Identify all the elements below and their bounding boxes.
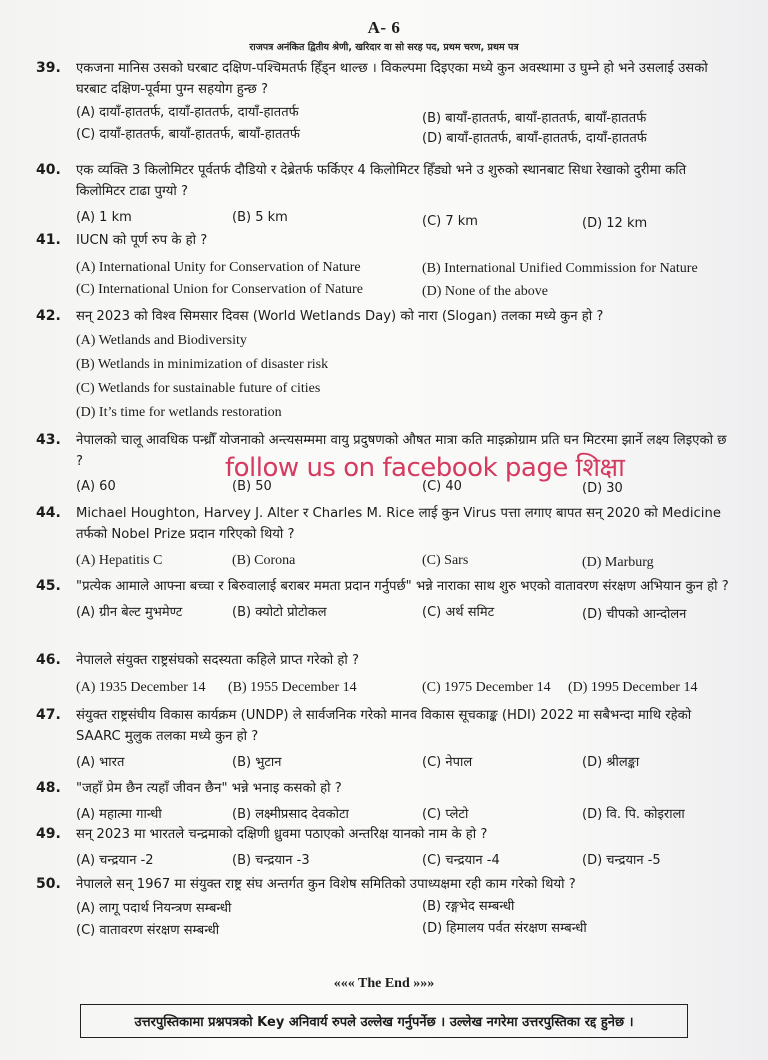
question-number: 43. — [36, 432, 61, 448]
options-row — [76, 550, 736, 572]
option-b: (B) रङ्गभेद सम्बन्धी — [422, 899, 515, 914]
question-text: संयुक्त राष्ट्रसंघीय विकास कार्यक्रम (UNDP) ले सार्वजनिक गरेको मानव विकास सूचकाङ्क (HDI) 2022 मा सबैभन्दा माथि रहेको SAARC मुलुक तलका मध्ये कुन हो ? — [76, 708, 692, 744]
option-a: (A) चन्द्रयान -2 — [76, 853, 154, 868]
question-number: 41. — [36, 232, 61, 248]
option-a: (A) भारत — [76, 755, 125, 770]
option-d: (D) It’s time for wetlands restoration — [76, 405, 282, 420]
question-text: Michael Houghton, Harvey J. Alter र Charles M. Rice लाई कुन Virus पत्ता लगाए बापत सन् 2020 को Medicine तर्फको Nobel Prize प्रदान गरिएको थियो ? — [76, 506, 721, 542]
option-b: (B) क्योटो प्रोटोकल — [232, 605, 327, 620]
options-row — [76, 602, 736, 624]
question-50 — [36, 874, 736, 942]
question-text: "जहाँ प्रेम छैन त्यहाँ जीवन छैन" भन्ने भनाइ कसको हो ? — [76, 781, 342, 796]
option-c: (C) International Union for Conservation of Nature — [76, 282, 363, 297]
question-number: 42. — [36, 308, 61, 324]
options-row — [76, 207, 736, 229]
option-d: (D) 12 km — [582, 216, 648, 231]
option-d: (D) Marburg — [582, 555, 654, 570]
options-row — [76, 804, 736, 826]
question-text: सन् 2023 को विश्व सिमसार दिवस (World Wetlands Day) को नारा (Slogan) तलका मध्ये कुन हो ? — [76, 309, 604, 324]
question-number: 46. — [36, 652, 61, 668]
option-b: (B) 50 — [232, 479, 272, 494]
option-d: (D) 30 — [582, 481, 623, 496]
question-number: 44. — [36, 505, 61, 521]
question-42 — [36, 306, 736, 425]
options-row-1 — [76, 102, 736, 124]
question-41 — [36, 230, 736, 301]
option-c: (C) Wetlands for sustainable future of cities — [76, 381, 321, 396]
options-row-2 — [76, 920, 736, 942]
question-47 — [36, 705, 736, 774]
question-number: 47. — [36, 707, 61, 723]
option-d: (D) हिमालय पर्वत संरक्षण सम्बन्धी — [422, 921, 587, 936]
option-d: (D) बायाँ-हाततर्फ, बायाँ-हाततर्फ, दायाँ-हाततर्फ — [422, 131, 647, 146]
option-c: (C) वातावरण संरक्षण सम्बन्धी — [76, 923, 220, 938]
option-d: (D) 1995 December 14 — [568, 680, 698, 695]
option-b: (B) International Unified Commission for Nature — [422, 261, 698, 276]
options-row-1 — [76, 257, 736, 279]
question-text: एकजना मानिस उसको घरबाट दक्षिण-पश्चिमतर्फ हिँड्न थाल्छ । विकल्पमा दिइएका मध्ये कुन अवस्थामा उ घुम्ने हो भने उसलाई उसको घरबाट दक्षिण-पूर्वमा पुग्न सहयोग हुन्छ ? — [76, 61, 708, 97]
option-d: (D) वि. पि. कोइराला — [582, 807, 685, 822]
option-c: (C) नेपाल — [422, 755, 473, 770]
option-c: (C) 1975 December 14 — [422, 680, 551, 695]
the-end-marker: ««« The End »»» — [333, 976, 435, 991]
option-b: (B) लक्ष्मीप्रसाद देवकोटा — [232, 807, 349, 822]
exam-subheading: राजपत्र अनंकित द्वितीय श्रेणी, खरिदार वा सो सरह पद, प्रथम चरण, प्रथम पत्र — [249, 42, 519, 53]
question-48 — [36, 778, 736, 826]
question-text: "प्रत्येक आमाले आफ्ना बच्चा र बिरुवालाई बराबर ममता प्रदान गर्नुपर्छ" भन्ने नाराका साथ शुरु भएको वातावरण संरक्षण अभियान कुन हो ? — [76, 579, 729, 594]
question-40 — [36, 160, 736, 229]
question-text: नेपालले सन् 1967 मा संयुक्त राष्ट्र संघ अन्तर्गत कुन विशेष समितिको उपाध्यक्षमा रही काम गरेको थियो ? — [76, 877, 576, 892]
option-b: (B) Corona — [232, 553, 296, 568]
question-number: 45. — [36, 578, 61, 594]
answer-key-note — [80, 1004, 688, 1038]
options-row — [76, 850, 736, 872]
question-text: IUCN को पूर्ण रुप के हो ? — [76, 233, 208, 248]
question-text: सन् 2023 मा भारतले चन्द्रमाको दक्षिणी ध्रुवमा पठाएको अन्तरिक्ष यानको नाम के हो ? — [76, 827, 488, 842]
option-a: (A) 1935 December 14 — [76, 680, 206, 695]
option-b: (B) बायाँ-हाततर्फ, बायाँ-हाततर्फ, बायाँ-हाततर्फ — [422, 111, 647, 126]
options-row-1 — [76, 898, 736, 920]
question-44 — [36, 503, 736, 572]
question-49 — [36, 824, 736, 872]
option-d: (D) श्रीलङ्का — [582, 755, 640, 770]
option-a: (A) Wetlands and Biodiversity — [76, 333, 247, 348]
question-text: नेपालले संयुक्त राष्ट्रसंघको सदस्यता कहिले प्राप्त गरेको हो ? — [76, 653, 359, 668]
option-a: (A) 60 — [76, 479, 116, 494]
option-d: (D) चीपको आन्दोलन — [582, 607, 687, 622]
options-row-2 — [76, 124, 736, 146]
option-b: (B) 1955 December 14 — [228, 680, 357, 695]
option-b: (B) चन्द्रयान -3 — [232, 853, 310, 868]
option-a: (A) Hepatitis C — [76, 553, 163, 568]
question-text: एक व्यक्ति 3 किलोमिटर पूर्वतर्फ दौडियो र देब्रेतर्फ फर्किएर 4 किलोमिटर हिँड्यो भने उ शुरुको स्थानबाट सिधा रेखाको दुरीमा कति किलोमिटर टाढा पुग्यो ? — [76, 163, 687, 199]
options-row-2 — [76, 279, 736, 301]
page-number: A- 6 — [367, 18, 401, 37]
question-text: नेपालको चालू आवधिक पन्ध्रौँ योजनाको अन्त्यसम्ममा वायु प्रदुषणको औषत मात्रा कति माइक्रोग्राम प्रति घन मिटरमा झार्ने लक्ष्य लिइएको छ ? — [76, 433, 727, 469]
options-list — [76, 329, 736, 425]
question-39 — [36, 58, 736, 146]
question-number: 40. — [36, 162, 61, 178]
option-a: (A) लागू पदार्थ नियन्त्रण सम्बन्धी — [76, 901, 232, 916]
option-c: (C) 7 km — [422, 214, 478, 229]
option-a: (A) दायाँ-हाततर्फ, दायाँ-हाततर्फ, दायाँ-हाततर्फ — [76, 105, 299, 120]
question-number: 49. — [36, 826, 61, 842]
option-a: (A) महात्मा गान्धी — [76, 807, 162, 822]
question-46 — [36, 650, 736, 699]
option-c: (C) Sars — [422, 553, 469, 568]
option-d: (D) None of the above — [422, 284, 548, 299]
options-row — [76, 677, 736, 699]
facebook-watermark: follow us on facebook page शिक्षा — [225, 453, 625, 483]
option-c: (C) प्लेटो — [422, 807, 469, 822]
option-c: (C) 40 — [422, 479, 462, 494]
option-a: (A) 1 km — [76, 210, 132, 225]
question-number: 39. — [36, 60, 61, 76]
option-c: (C) अर्थ समिट — [422, 605, 495, 620]
option-a: (A) ग्रीन बेल्ट मुभमेण्ट — [76, 605, 183, 620]
option-b: (B) भुटान — [232, 755, 282, 770]
option-c: (C) दायाँ-हाततर्फ, बायाँ-हाततर्फ, बायाँ-हाततर्फ — [76, 127, 300, 142]
options-row — [76, 752, 736, 774]
option-b: (B) 5 km — [232, 210, 288, 225]
option-a: (A) International Unity for Conservation of Nature — [76, 260, 361, 275]
option-c: (C) चन्द्रयान -4 — [422, 853, 500, 868]
question-45 — [36, 576, 736, 624]
option-b: (B) Wetlands in minimization of disaster risk — [76, 357, 329, 372]
answer-key-note-text: उत्तरपुस्तिकामा प्रश्नपत्रको Key अनिवार्य रुपले उल्लेख गर्नुपर्नेछ । उल्लेख नगरेमा उत्तरपुस्तिका रद्द हुनेछ । — [134, 1015, 634, 1030]
option-d: (D) चन्द्रयान -5 — [582, 853, 661, 868]
question-number: 48. — [36, 780, 61, 796]
question-number: 50. — [36, 876, 61, 892]
